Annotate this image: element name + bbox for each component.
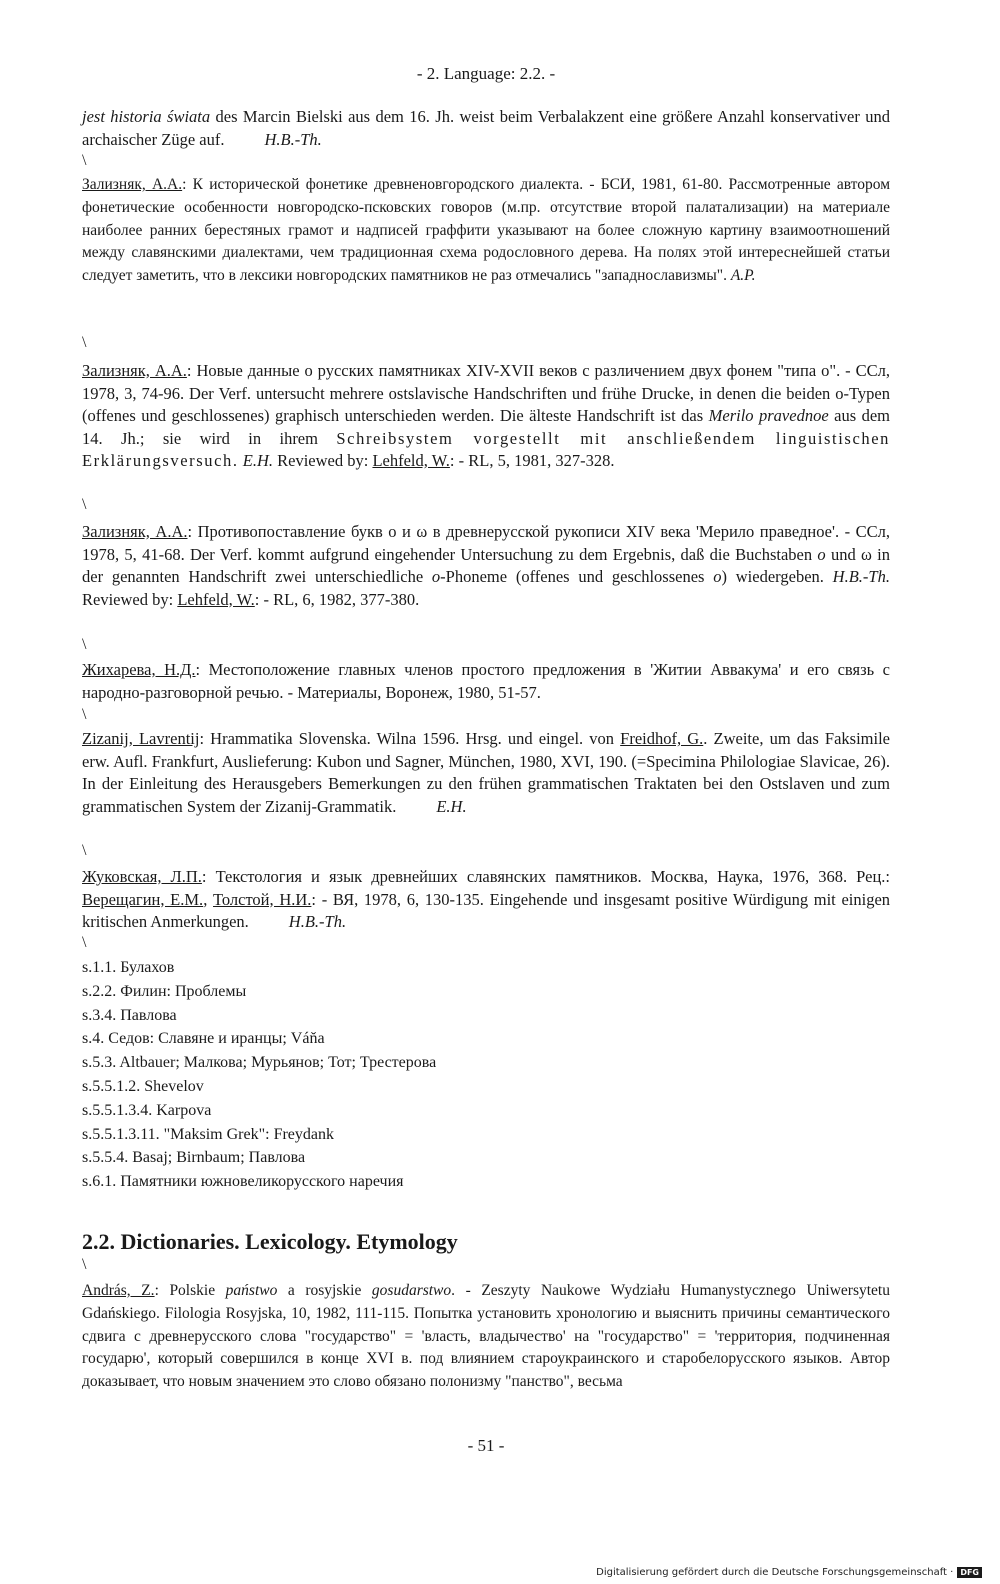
entry-text: aus dem 14. Jh.; sie wird in ihrem (82, 406, 890, 448)
cross-reference-item: s.4. Седов: Славяне и иранцы; Váňa (82, 1030, 325, 1048)
italic-text: o (713, 567, 722, 586)
reviewer-initials: H.B.-Th. (264, 129, 322, 149)
section-heading: 2.2. Dictionaries. Lexicology. Etymology (82, 1229, 458, 1254)
bibliography-entry (82, 866, 890, 934)
footer-text: Digitalisierung gefördert durch die Deutsche Forschungsgemeinschaft · (596, 1567, 954, 1578)
entry-separator: \ (82, 706, 87, 723)
bibliography-entry (82, 174, 890, 288)
bibliography-entry (82, 521, 890, 611)
entry-separator: \ (82, 334, 87, 351)
italic-text: A.P. (730, 267, 756, 285)
entry-text: : Polskie (154, 1282, 226, 1299)
cross-reference-list (82, 956, 890, 1194)
entry-text: und ω in der genannten Handschrift zwei unterschiedliche (82, 544, 890, 586)
entry-text: ) wiedergeben. (721, 567, 833, 586)
italic-text: jest historia świata (82, 107, 211, 126)
entry-text: : Местоположение главных членов простого предложения в 'Житии Аввакума' и его связь с народно-разговорной речью. - Материалы, Воронеж, 1980, 51-57. (82, 660, 890, 702)
entry-text: : Hrammatika Slovenska. Wilna 1596. Hrsg. und eingel. von (199, 729, 621, 748)
entry-text: Reviewed by: (273, 451, 373, 470)
entry-text: a rosyjskie (277, 1282, 372, 1299)
author-name: Lehfeld, W. (372, 451, 450, 470)
author-name: Зализняк, А.А. (82, 176, 183, 193)
reviewer-initials: E.H. (436, 796, 467, 816)
entry-text: : - ВЯ, 1978, 6, 130-135. Eingehende und insgesamt positive Würdigung mit einigen kritischen Anmerkungen. (82, 889, 891, 931)
digitization-footer (596, 1567, 982, 1578)
italic-text: państwo (225, 1282, 278, 1299)
entry-text: . - Zeszyty Naukowe Wydziału Humanystycznego Uniwersytetu Gdańskiego. Filologia Rosyjska, 10, 1982, 111-115. Попытка установить хронологию и выяснить причины семантического сдвига с древнерусского слова "государство" = 'власть, владычество' на "государство" = 'территория, подчиненная государю', который совершился в конце XVI в. под влиянием староукраинского и старобелорусского языков. Автор доказывает, что новым значением это слово обязано полонизму "панство", весьма (82, 1282, 890, 1391)
cross-reference-item: s.5.3. Altbauer; Малкова; Мурьянов; Тот; Трестерова (82, 1054, 437, 1072)
cross-reference-item: s.5.5.4. Basaj; Birnbaum; Павлова (82, 1149, 306, 1167)
author-name: Zizanij, Lavrentij (82, 729, 200, 748)
bibliography-entry (82, 360, 890, 473)
italic-text: o (817, 544, 826, 564)
entry-separator: \ (82, 496, 87, 513)
entry-text: : К исторической фонетике древненовгородского диалекта. - БСИ, 1981, 61-80. Рассмотренные автором фонетические особенности новгородско-псковских говоров (м.пр. отсутствие второй палатализации) на материале наиболее ранних берестяных грамот и надписей граффити указывают на более сложную картину взаимоотношений между славянскими диалектами, чем традиционная схема родословного дерева. На полях этой интереснейшей статьи следует заметить, что в лексики новгородских памятников не раз отмечались "западнославизмы". (82, 176, 890, 285)
bibliography-entry (82, 659, 890, 704)
entry-separator: \ (82, 152, 87, 169)
entry-text: : Новые данные о русских памятниках XIV-XVII веков с различением двух фонем "типа о". - ССл, 1978, 3, 74-96. Der Verf. untersucht mehrere ostslavische Handschriften und frühe Drucke, in denen die beiden o-Typen (offenes und geschlossenes) graphisch unterschieden werden. Die älteste Handschrift ist das (82, 361, 890, 425)
cross-reference-item: s.3.4. Павлова (82, 1006, 177, 1024)
italic-text: gosudarstwo (371, 1282, 452, 1299)
bibliography-entry (82, 1280, 890, 1394)
entry-separator: \ (82, 1256, 87, 1273)
entry-text: Reviewed by: (82, 589, 178, 609)
cross-reference-item: s.1.1. Булахов (82, 959, 175, 976)
entry-text: : - RL, 5, 1981, 327-328. (449, 451, 615, 470)
entry-text: , (203, 889, 214, 909)
entry-text: : Текстология и язык древнейших славянских памятников. Москва, Наука, 1976, 368. Рец.: (201, 867, 890, 886)
running-header: - 2. Language: 2.2. - (416, 64, 556, 83)
bibliography-entry (82, 728, 890, 818)
entry-text: -Phoneme (offenes und geschlossenes (440, 567, 714, 586)
reviewer-initials: H.B.-Th. (288, 912, 347, 931)
cross-reference-item: s.2.2. Филин: Проблемы (82, 982, 247, 1000)
entry-separator: \ (82, 934, 87, 951)
dfg-logo: DFG (957, 1567, 982, 1578)
entry-separator: \ (82, 842, 87, 859)
entry-text: Schreibsystem vorgestellt mit anschließendem linguistischen Erklärungsversuch. (82, 428, 890, 470)
cross-reference-item: s.6.1. Памятники южновеликорусского наречия (82, 1173, 404, 1191)
author-name: Жихарева, Н.Д. (82, 660, 196, 679)
author-name: Верещагин, Е.М. (82, 889, 204, 909)
author-name: Зализняк, А.А. (82, 361, 187, 380)
entry-text: des Marcin Bielski aus dem 16. Jh. weist beim Verbalakzent eine größere Anzahl konservativer und archaischer Züge auf. (82, 107, 890, 149)
entry-text: . Zweite, um das Faksimile erw. Aufl. Frankfurt, Auslieferung: Kubon und Sagner, München, 1980, XVI, 190. (=Specimina Philologiae Slavicae, 26). In der Einleitung des Herausgebers Bemerkungen zu den frühen grammatischen Traktaten bei den Ostslaven und zum grammatischen System der Zizanij-Grammatik. (82, 729, 890, 816)
author-name: Freidhof, G. (620, 729, 704, 748)
bibliography-entry (82, 106, 890, 151)
cross-reference-item: s.5.5.1.3.11. "Maksim Grek": Freydank (82, 1125, 334, 1143)
entry-separator: \ (82, 636, 87, 653)
author-name: Толстой, Н.И. (213, 889, 312, 909)
italic-text: o (431, 567, 441, 586)
author-name: Жуковская, Л.П. (82, 867, 202, 886)
cross-reference-item: s.5.5.1.2. Shevelov (82, 1077, 204, 1095)
italic-text: H.B.-Th. (832, 567, 890, 586)
author-name: Зализняк, А.А. (82, 522, 188, 541)
italic-text: E.H. (242, 451, 274, 470)
page-number: - 51 - (467, 1436, 505, 1455)
italic-text: Merilo pravednoe (708, 406, 829, 425)
cross-reference-item: s.5.5.1.3.4. Karpova (82, 1101, 212, 1119)
author-name: András, Z. (82, 1282, 155, 1299)
author-name: Lehfeld, W. (177, 589, 255, 609)
entry-text: : Противопоставление букв о и ω в древнерусской рукописи XIV века 'Мерило праведное'. - ССл, 1978, 5, 41-68. Der Verf. kommt aufgrund eingehender Untersuchung zu dem Ergebnis, daß die Buchstaben (82, 522, 890, 564)
entry-text: : - RL, 6, 1982, 377-380. (254, 589, 420, 609)
